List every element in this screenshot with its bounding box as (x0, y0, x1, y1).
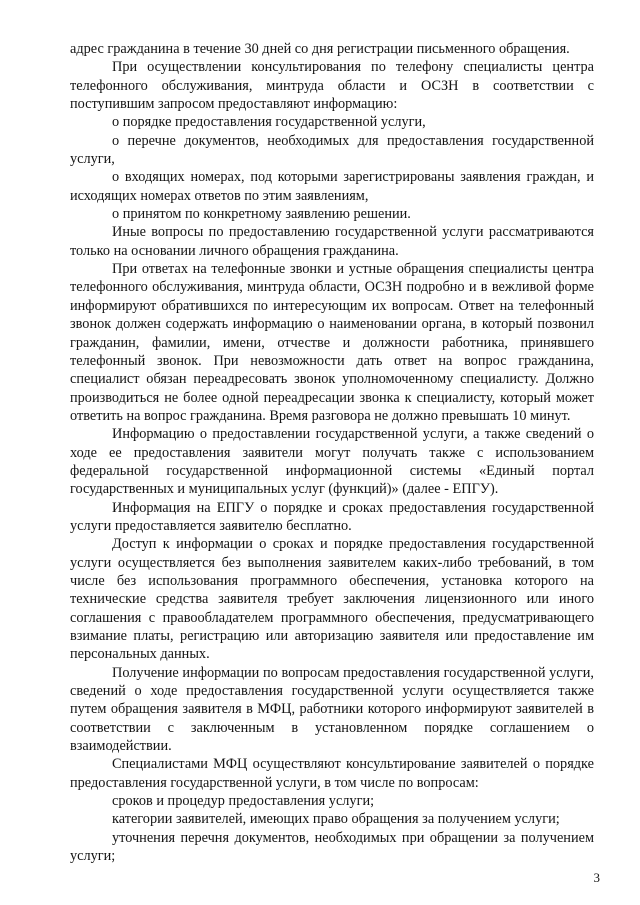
paragraph-other-questions: Иные вопросы по предоставлению государственной услуги рассматриваются только на основании личного обращения гражданина. (70, 224, 594, 259)
paragraph-access: Доступ к информации о сроках и порядке предоставления государственной услуги осуществляется без выполнения заявителем каких-либо требований, в том числе без использования программного обеспечения, установка которого на технические средства заявителя требует заключения лицензионного или иного соглашения с правообладателем программного обеспечения, предусматривающего взимание платы, регистрацию или авторизацию заявителя или предоставление им персональных данных. (70, 536, 594, 663)
paragraph-mfc-consult: Специалистами МФЦ осуществляют консультирование заявителей о порядке предоставления государственной услуги, в том числе по вопросам: (70, 756, 594, 791)
list-item-terms: сроков и процедур предоставления услуги; (112, 793, 375, 810)
list-item-categories: категории заявителей, имеющих право обращения за получением услуги; (112, 811, 560, 828)
paragraph-epgu-free: Информация на ЕПГУ о порядке и сроках предоставления государственной услуги предоставляется заявителю бесплатно. (70, 499, 594, 534)
paragraph-2: При осуществлении консультирования по телефону специалисты центра телефонного обслуживания, минтруда области и ОСЗН в соответствии с поступившим запросом предоставляют информацию: (70, 59, 594, 113)
list-item-procedure: о порядке предоставления государственной услуги, (112, 114, 426, 131)
paragraph-mfc-info: Получение информации по вопросам предоставления государственной услуги, сведений о ходе предоставления государственной услуги осуществляется также путем обращения заявителя в МФЦ, работники которого информируют заявителей в соответствии с заключенным в установленном порядке соглашением о взаимодействии. (70, 664, 594, 755)
list-item-clarify: уточнения перечня документов, необходимых при обращении за получением услуги; (70, 829, 594, 865)
paragraph-1: адрес гражданина в течение 30 дней со дня регистрации письменного обращения. (70, 41, 570, 57)
list-item-documents: о перечне документов, необходимых для предоставления государственной услуги, (70, 132, 594, 168)
paragraph-phone-answers: При ответах на телефонные звонки и устные обращения специалисты центра телефонного обслуживания, минтруда области, ОСЗН подробно и в вежливой форме информируют обратившихся по интересующим их вопросам. Ответ на телефонный звонок должен содержать информацию о наименовании органа, в который позвонил гражданин, фамилии, имени, отчестве и должности работника, принявшего телефонный звонок. При невозможности дать ответ на вопрос гражданина, специалист обязан переадресовать звонок уполномоченному специалисту. Должно производиться не более одной переадресации звонка к специалисту, который может ответить на вопрос гражданина. Время разговора не должно превышать 10 минут. (70, 261, 594, 424)
list-item-decision: о принятом по конкретному заявлению решении. (112, 206, 411, 223)
page-number: 3 (593, 870, 600, 885)
paragraph-epgu-info: Информацию о предоставлении государственной услуги, а также сведений о ходе ее предоставления заявители могут получать также с использованием федеральной государственной информационной системы «Единый портал государственных и муниципальных услуг (функций)» (далее - ЕПГУ). (70, 426, 594, 498)
list-item-numbers: о входящих номерах, под которыми зарегистрированы заявления граждан, и исходящих номерах ответов по этим заявлениям, (70, 169, 594, 204)
document-body (70, 40, 594, 865)
